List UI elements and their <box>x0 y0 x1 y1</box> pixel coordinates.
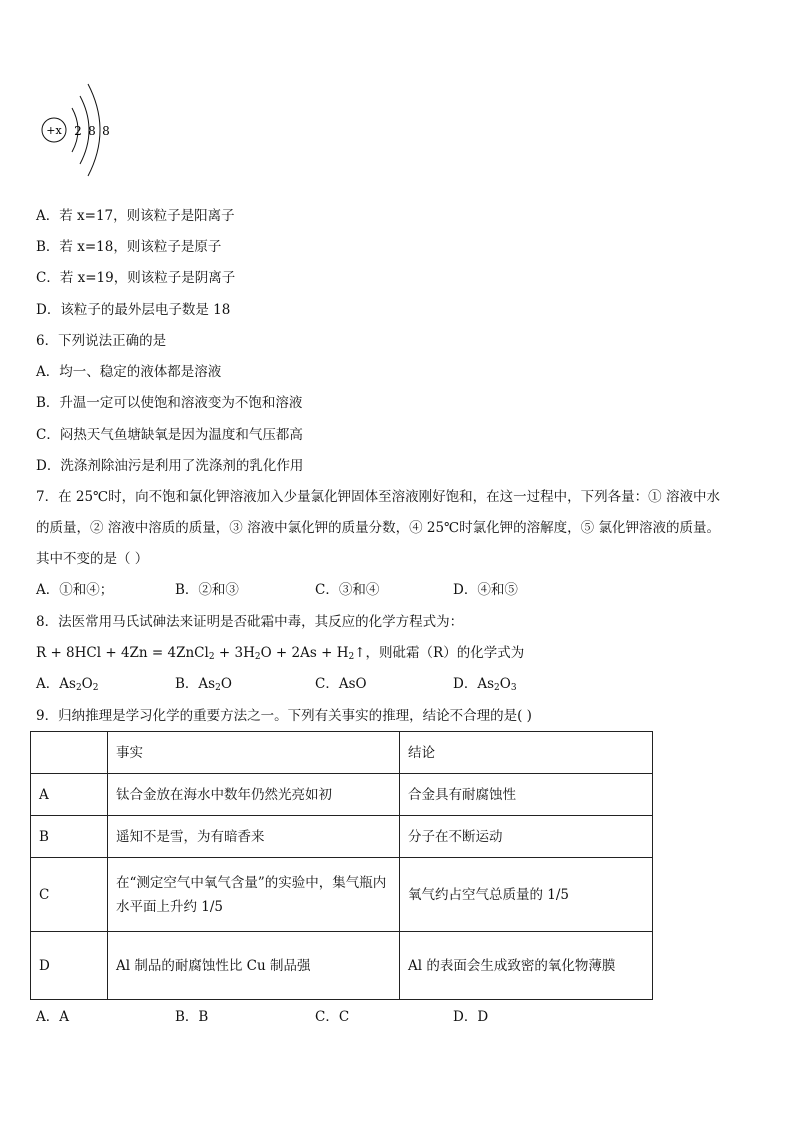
q5-option-b: B．若 x=18，则该粒子是原子 <box>36 239 222 255</box>
q8-option-b-mid: O <box>220 676 232 692</box>
q8-option-b-pre: B．As <box>175 676 216 692</box>
q7-stem-line-3: 其中不变的是（ ） <box>36 551 149 567</box>
q9-stem: 9．归纳推理是学习化学的重要方法之一。下列有关事实的推理，结论不合理的是( ) <box>36 708 532 724</box>
q8-eq-part-3: O + 2As + H <box>260 645 349 661</box>
q8-eq-part-1: R + 8HCl + 4Zn = 4ZnCl <box>36 645 209 661</box>
q8-eq-sub-1: 2 <box>208 652 215 662</box>
row-fact: 在“测定空气中氧气含量”的实验中，集气瓶内水平面上升约 1/5 <box>108 858 400 932</box>
table-row <box>31 774 653 816</box>
row-label: C <box>31 858 108 932</box>
q8-option-d-sub-1: 2 <box>494 683 500 693</box>
q6-option-a: A．均一、稳定的液体都是溶液 <box>36 364 222 380</box>
table-row <box>31 932 653 1000</box>
q7-option-a: A．①和④； <box>36 582 114 598</box>
q8-option-d-mid: O <box>499 676 511 692</box>
table-row <box>31 816 653 858</box>
q8-stem: 8．法医常用马氏试砷法来证明是否砒霜中毒，其反应的化学方程式为： <box>36 614 464 630</box>
row-fact: 钛合金放在海水中数年仍然光亮如初 <box>108 774 400 816</box>
q5-option-a: A．若 x=17，则该粒子是阳离子 <box>36 208 235 224</box>
q6-option-b: B．升温一定可以使饱和溶液变为不饱和溶液 <box>36 395 303 411</box>
row-label: D <box>31 932 108 1000</box>
shell-electrons-3: 8 <box>102 124 110 138</box>
q6-option-d: D．洗涤剂除油污是利用了洗涤剂的乳化作用 <box>36 458 304 474</box>
row-label: B <box>31 816 108 858</box>
table-header-row <box>31 732 653 774</box>
q7-option-b: B．②和③ <box>175 582 239 598</box>
q6-option-c: C．闷热天气鱼塘缺氧是因为温度和气压都高 <box>36 427 303 443</box>
q7-stem-line-1: 7．在 25℃时，向不饱和氯化钾溶液加入少量氯化钾固体至溶液刚好饱和，在这一过程中，下列各量：① 溶液中水 <box>36 489 720 505</box>
q8-option-d <box>453 674 517 698</box>
q7-option-c: C．③和④ <box>315 582 380 598</box>
row-conclusion: 合金具有耐腐蚀性 <box>400 774 653 816</box>
row-fact: 遥知不是雪，为有暗香来 <box>108 816 400 858</box>
q8-eq-part-2: + 3H <box>218 645 255 661</box>
row-conclusion: 氧气约占空气总质量的 1/5 <box>400 858 653 932</box>
q8-option-a-pre: A．As <box>36 676 76 692</box>
q8-eq-sub-3: 2 <box>348 652 355 662</box>
q9-option-c: C．C <box>315 1009 350 1025</box>
table-row <box>31 858 653 932</box>
q8-option-b <box>175 674 232 698</box>
shell-electrons-1: 2 <box>74 124 82 138</box>
q8-eq-sub-2: 2 <box>254 652 261 662</box>
row-conclusion: 分子在不断运动 <box>400 816 653 858</box>
q8-eq-part-4: ↑，则砒霜（R）的化学式为 <box>354 645 525 661</box>
q7-option-d: D．④和⑤ <box>453 582 518 598</box>
q9-option-b: B．B <box>175 1009 209 1025</box>
q8-option-b-sub-1: 2 <box>215 683 221 693</box>
table-header-fact: 事实 <box>108 732 400 774</box>
q8-option-c: C．AsO <box>315 676 367 692</box>
q8-equation <box>36 643 524 667</box>
q8-options <box>36 674 756 694</box>
table-header-conclusion: 结论 <box>400 732 653 774</box>
q9-option-d: D．D <box>453 1009 489 1025</box>
q8-option-a-sub-2: 2 <box>92 683 99 693</box>
q8-option-a-sub-1: 2 <box>75 683 82 693</box>
q8-option-d-pre: D．As <box>453 676 495 692</box>
q8-option-a <box>36 674 98 698</box>
shell-electrons-2: 8 <box>88 124 96 138</box>
row-conclusion: Al 的表面会生成致密的氧化物薄膜 <box>400 932 653 1000</box>
q8-option-d-sub-2: 3 <box>510 683 517 693</box>
q9-options <box>36 1007 756 1027</box>
row-fact: Al 制品的耐腐蚀性比 Cu 制品强 <box>108 932 400 1000</box>
q9-option-a: A．A <box>36 1009 69 1025</box>
q5-option-c: C．若 x=19，则该粒子是阴离子 <box>36 270 236 286</box>
q8-option-a-mid: O <box>81 676 93 692</box>
table-header-label <box>31 732 108 774</box>
nucleus-charge: +x <box>46 124 62 137</box>
q9-facts-table <box>30 731 653 1000</box>
q6-stem: 6．下列说法正确的是 <box>36 333 167 349</box>
q7-options <box>36 580 756 600</box>
atom-structure-diagram <box>40 82 120 182</box>
q7-stem-line-2: 的质量，② 溶液中溶质的质量，③ 溶液中氯化钾的质量分数，④ 25℃时氯化钾的溶解度，⑤ 氯化钾溶液的质量。 <box>36 520 720 536</box>
row-label: A <box>31 774 108 816</box>
q5-option-d: D．该粒子的最外层电子数是 18 <box>36 302 231 318</box>
